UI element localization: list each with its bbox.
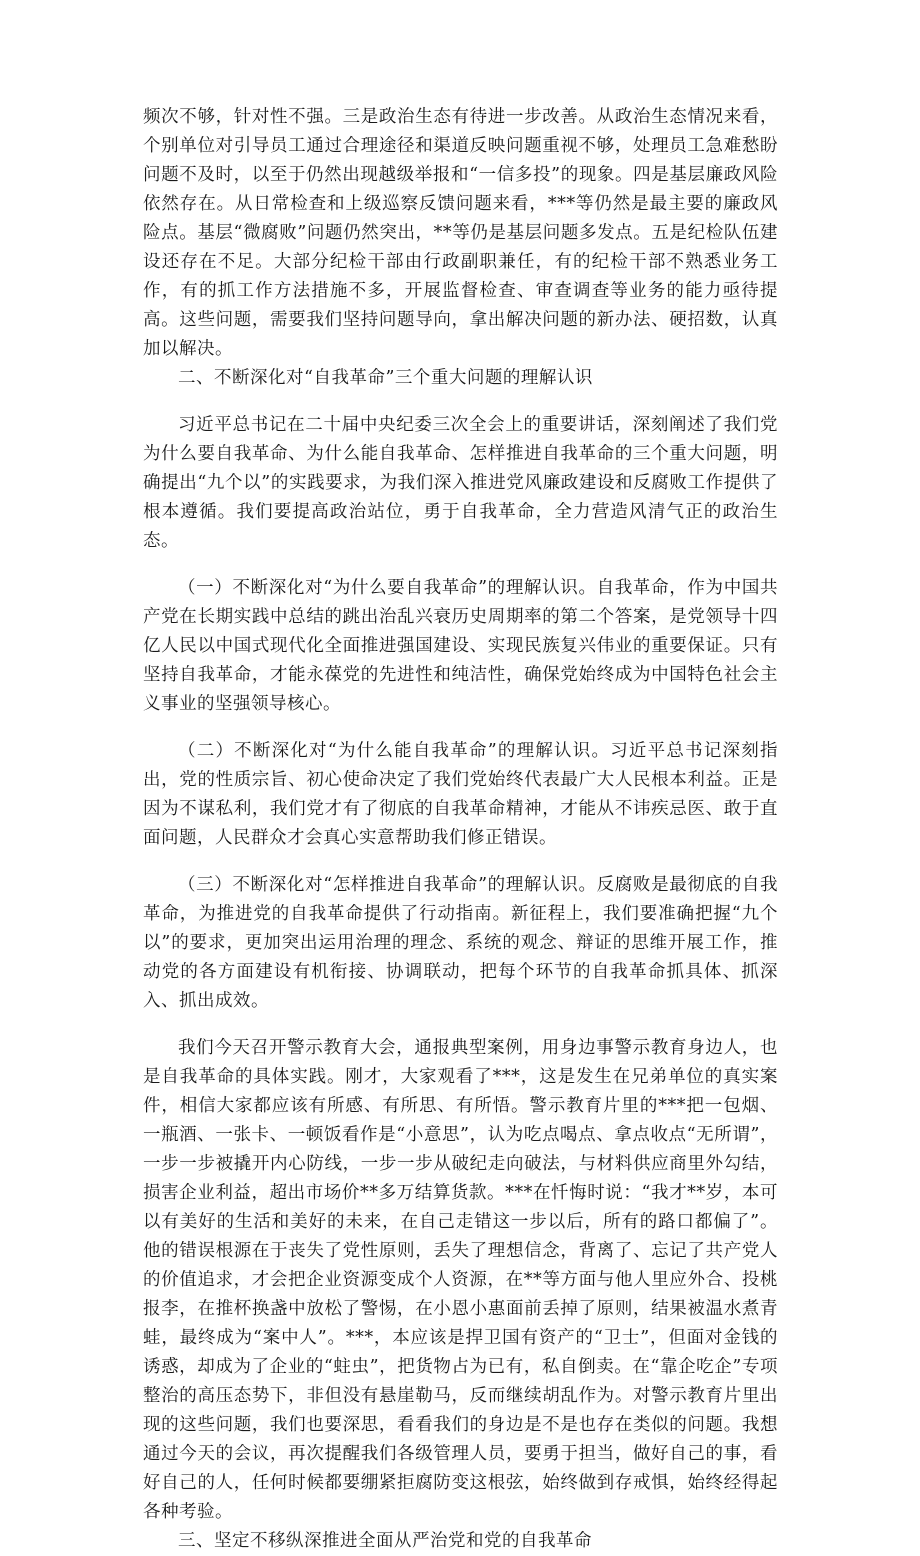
- body-paragraph: 习近平总书记在二十届中央纪委三次全会上的重要讲话，深刻阐述了我们党为什么要自我革命、为什么能自我革命、怎样推进自我革命的三个重大问题，明确提出“九个以”的实践要求，为我们深入推进党风廉政建设和反腐败工作提供了根本遵循。我们要提高政治站位，勇于自我革命，全力营造风清气正的政治生态。: [143, 415, 778, 551]
- body-paragraph: （一）不断深化对“为什么要自我革命”的理解认识。自我革命，作为中国共产党在长期实践中总结的跳出治乱兴衰历史周期率的第二个答案，是党领导十四亿人民以中国式现代化全面推进强国建设、实现民族复兴伟业的重要保证。只有坚持自我革命，才能永葆党的先进性和纯洁性，确保党始终成为中国特色社会主义事业的坚强领导核心。: [143, 578, 778, 714]
- body-paragraph: （二）不断深化对“为什么能自我革命”的理解认识。习近平总书记深刻指出，党的性质宗旨、初心使命决定了我们党始终代表最广大人民根本利益。正是因为不谋私利，我们党才有了彻底的自我革命精神，才能从不讳疾忌医、敢于直面问题，人民群众才会真心实意帮助我们修正错误。: [143, 741, 778, 848]
- body-paragraph: （三）不断深化对“怎样推进自我革命”的理解认识。反腐败是最彻底的自我革命，为推进党的自我革命提供了行动指南。新征程上，我们要准确把握“九个以”的要求，更加突出运用治理的理念、系统的观念、辩证的思维开展工作，推动党的各方面建设有机衔接、协调联动，把每个环节的自我革命抓具体、抓深入、抓出成效。: [143, 875, 778, 1011]
- section-heading-3: 三、坚定不移纵深推进全面从严治党和党的自我革命: [178, 1531, 592, 1551]
- body-paragraph-continued: 频次不够，针对性不强。三是政治生态有待进一步改善。从政治生态情况来看，个别单位对引导员工通过合理途径和渠道反映问题重视不够，处理员工急难愁盼问题不及时，以至于仍然出现越级举报和“一信多投”的现象。四是基层廉政风险依然存在。从日常检查和上级巡察反馈问题来看，***等仍然是最主要的廉政风险点。基层“微腐败”问题仍然突出，**等仍是基层问题多发点。五是纪检队伍建设还存在不足。大部分纪检干部由行政副职兼任，有的纪检干部不熟悉业务工作，有的抓工作方法措施不多，开展监督检查、审查调查等业务的能力亟待提高。这些问题，需要我们坚持问题导向，拿出解决问题的新办法、硬招数，认真加以解决。: [143, 107, 778, 359]
- body-paragraph: 我们今天召开警示教育大会，通报典型案例，用身边事警示教育身边人，也是自我革命的具体实践。刚才，大家观看了***，这是发生在兄弟单位的真实案件，相信大家都应该有所感、有所思、有所悟。警示教育片里的***把一包烟、一瓶酒、一张卡、一顿饭看作是“小意思”，认为吃点喝点、拿点收点“无所谓”，一步一步被撬开内心防线，一步一步从破纪走向破法，与材料供应商里外勾结，损害企业利益，超出市场价**多万结算货款。***在忏悔时说：“我才**岁，本可以有美好的生活和美好的未来，在自己走错这一步以后，所有的路口都偏了”。他的错误根源在于丧失了党性原则，丢失了理想信念，背离了、忘记了共产党人的价值追求，才会把企业资源变成个人资源，在**等方面与他人里应外合、投桃报李，在推杯换盏中放松了警惕，在小恩小惠面前丢掉了原则，结果被温水煮青蛙，最终成为“案中人”。***，本应该是捍卫国有资产的“卫士”，但面对金钱的诱惑，却成为了企业的“蛀虫”，把货物占为已有，私自倒卖。在“靠企吃企”专项整治的高压态势下，非但没有悬崖勒马，反而继续胡乱作为。对警示教育片里出现的这些问题，我们也要深思，看看我们的身边是不是也存在类似的问题。我想通过今天的会议，再次提醒我们各级管理人员，要勇于担当，做好自己的事，看好自己的人，任何时候都要绷紧拒腐防变这根弦，始终做到存戒惧，始终经得起各种考验。: [143, 1038, 778, 1522]
- section-heading-2: 二、不断深化对“自我革命”三个重大问题的理解认识: [178, 368, 593, 388]
